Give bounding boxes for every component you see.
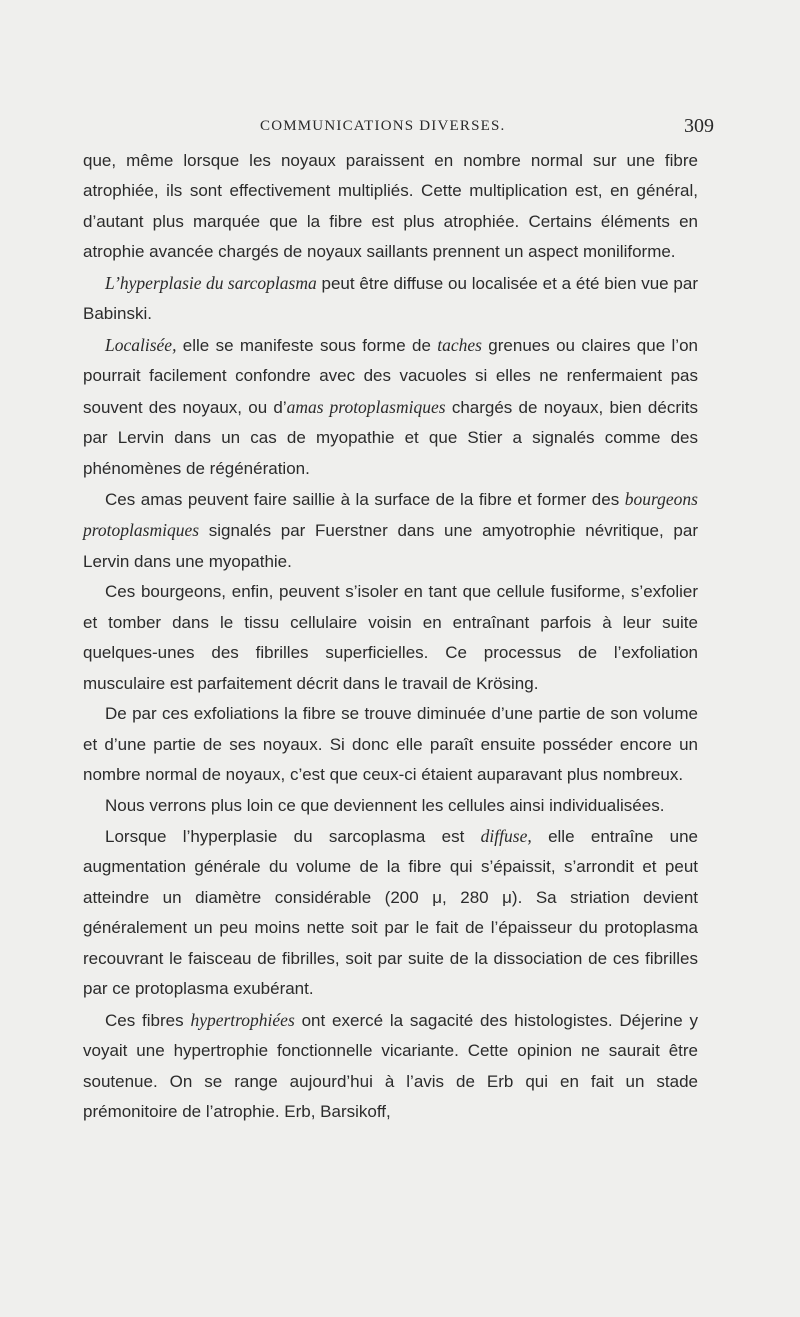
text-run: signalés par Fuerstner dans une amyotrophie névritique, par Lervin dans une myopathie. xyxy=(83,521,698,571)
italic-run: amas protoplasmiques xyxy=(286,396,446,417)
text-run: De par ces exfoliations la fibre se trouve diminuée d’une partie de son volume et d’une partie de ses noyaux. Si donc elle paraît ensuite posséder encore un nombre normal de noyaux, c’est que ceux-ci étaient auparavant plus nombreux. xyxy=(83,704,698,785)
text-run: chargés de noyaux, bien décrits par Lervin dans un cas de myopathie et que Stier a signalés comme des phénomènes de régénération. xyxy=(83,397,698,478)
paragraph-2 xyxy=(83,268,698,330)
body-text xyxy=(83,146,698,1128)
text-run: peut être diffuse ou localisée et a été bien vue par Babinski. xyxy=(83,273,698,324)
italic-run: Localisée, xyxy=(105,334,177,355)
text-run: ont exercé la sagacité des histologistes. Déjerine y voyait une hypertrophie fonctionnelle vicariante. Cette opinion ne saurait être soutenue. On se range aujourd’hui à l’avis de Erb qui en fait un stade prémonitoire de l’atrophie. Erb, Barsikoff, xyxy=(83,1010,698,1122)
italic-run: diffuse, xyxy=(480,825,532,846)
text-run: Ces fibres xyxy=(105,1010,191,1030)
running-head xyxy=(80,116,720,138)
text-run: elle entraîne une augmentation générale du volume de la fibre qui s’épaissit, s’arrondit et peut atteindre un diamètre considérable (200 μ, 280 μ). Sa striation devient généralement un peu moins nette soit par le fait de l’épaisseur du protoplasma recouvrant le faisceau de fibrilles, soit par suite de la dissociation de ces fibrilles par ce protoplasma exubérant. xyxy=(83,826,698,999)
italic-run: bourgeons protoplasmiques xyxy=(83,488,698,541)
paragraph-3 xyxy=(83,330,698,484)
paragraph-8 xyxy=(83,821,698,1005)
running-title: COMMUNICATIONS DIVERSES. xyxy=(260,118,506,134)
paragraph-5 xyxy=(83,577,698,699)
text-run: Lorsque l’hyperplasie du sarcoplasma est xyxy=(105,826,481,846)
paragraph-9 xyxy=(83,1005,698,1128)
text-run: Nous verrons plus loin ce que deviennent les cellules ainsi individualisées. xyxy=(105,795,665,815)
paragraph-7 xyxy=(83,791,698,821)
paragraph-4 xyxy=(83,484,698,577)
italic-run: L’hyperplasie du sarcoplasma xyxy=(105,272,317,293)
paragraph-1 xyxy=(83,146,698,268)
italic-run: hypertrophiées xyxy=(190,1009,295,1030)
text-run: que, même lorsque les noyaux paraissent en nombre normal sur une fibre atrophiée, ils sont effectivement multipliés. Cette multiplication est, en général, d’autant plus marquée que la fibre est plus atrophiée. Certains éléments en atrophie avancée chargés de noyaux saillants prennent un aspect moniliforme. xyxy=(83,151,698,262)
italic-run: taches xyxy=(437,334,482,355)
paragraph-6 xyxy=(83,699,698,790)
text-run: elle se manifeste sous forme de xyxy=(176,335,438,355)
page-number: 309 xyxy=(684,115,714,137)
text-run: Ces amas peuvent faire saillie à la surface de la fibre et former des xyxy=(105,489,625,509)
text-run: Ces bourgeons, enfin, peuvent s’isoler en tant que cellule fusiforme, s’exfolier et tomber dans le tissu cellulaire voisin en entraînant parfois à leur suite quelques-unes des fibrilles superficielles. Ce processus de l’exfoliation musculaire est parfaitement décrit dans le travail de Krösing. xyxy=(83,582,698,693)
text-run: grenues ou claires que l’on pourrait facilement confondre avec des vacuoles si elles ne renfermaient pas souvent des noyaux, ou d’ xyxy=(83,335,698,417)
